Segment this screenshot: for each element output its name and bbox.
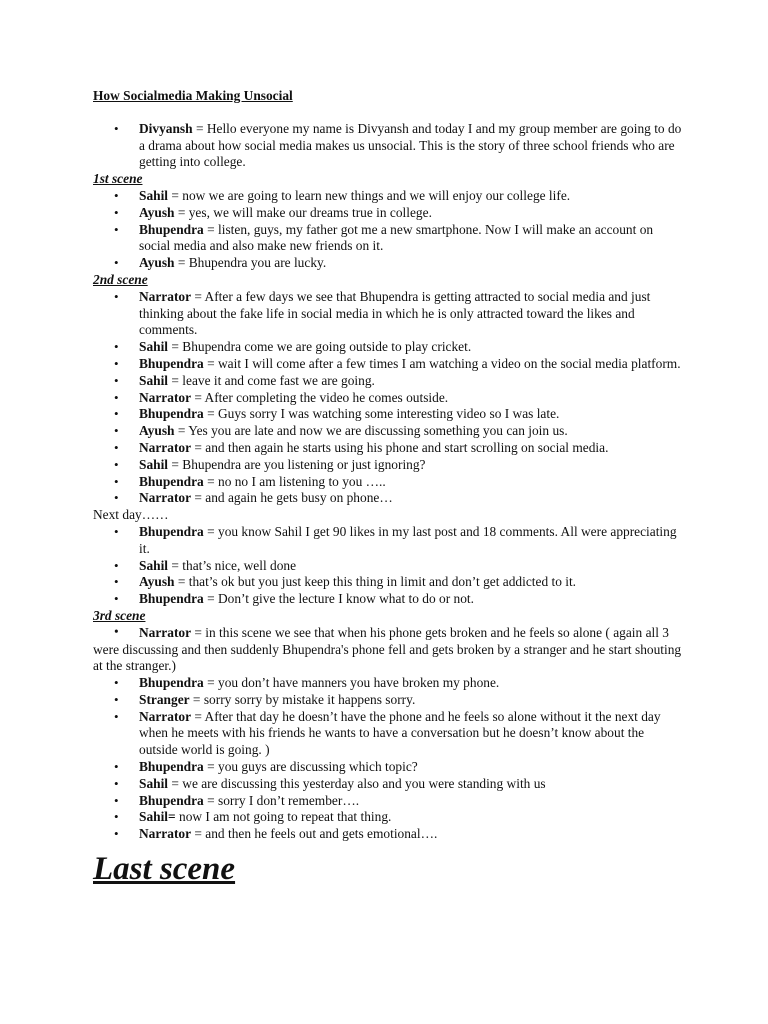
speaker-name: Bhupendra xyxy=(139,792,204,808)
speaker-name: Narrator xyxy=(139,826,192,842)
dialogue-text: = we are discussing this yesterday also and you were standing with us xyxy=(168,775,546,791)
last-scene-heading: Last scene xyxy=(93,851,236,888)
scene-heading-3: 3rd scene xyxy=(93,607,146,623)
speaker-name: Bhupendra xyxy=(139,759,204,775)
speaker-name: Narrator xyxy=(139,439,192,455)
speaker-name: Sahil xyxy=(139,557,169,573)
dialogue-text: = yes, we will make our dreams true in college. xyxy=(174,204,432,220)
dialogue-text: = and then again he starts using his phone and start scrolling on social media. xyxy=(191,439,609,455)
speaker-name: Ayush xyxy=(139,423,175,439)
dialogue-text: = After that day he doesn’t have the phone and he feels so alone without it the next day when he meets with his friends he wants to have a conversation but he doesn’t know about the outside world is going. ) xyxy=(139,708,661,758)
scene-heading-2: 2nd scene xyxy=(93,271,148,287)
dialogue-text: = now we are going to learn new things and we will enjoy our college life. xyxy=(168,187,571,203)
document-page xyxy=(93,88,683,889)
dialogue-line xyxy=(93,423,683,440)
speaker-name: Bhupendra xyxy=(139,591,204,607)
dialogue-line xyxy=(93,339,683,356)
speaker-name: Sahil xyxy=(139,187,169,203)
speaker-name: Sahil xyxy=(139,372,169,388)
dialogue-line xyxy=(93,390,683,407)
dialogue-line xyxy=(93,759,683,776)
dialogue-line xyxy=(93,490,683,507)
speaker-name: Bhupendra xyxy=(139,523,204,539)
speaker-name: Bhupendra xyxy=(139,355,204,371)
speaker-name: Bhupendra xyxy=(139,406,204,422)
dialogue-line xyxy=(93,474,683,491)
speaker-name: Narrator xyxy=(139,624,192,640)
speaker-name: Sahil xyxy=(139,456,169,472)
dialogue-text: now I am not going to repeat that thing. xyxy=(175,809,392,825)
dialogue-line xyxy=(93,793,683,810)
dialogue-text: = no no I am listening to you ….. xyxy=(203,473,386,489)
scene-heading-1: 1st scene xyxy=(93,171,143,187)
dialogue-line xyxy=(93,709,683,759)
dialogue-text: = you guys are discussing which topic? xyxy=(203,759,418,775)
dialogue-line xyxy=(93,457,683,474)
dialogue-text: = that’s nice, well done xyxy=(168,557,297,573)
dialogue-text: = and again he gets busy on phone… xyxy=(191,490,393,506)
dialogue-text: = leave it and come fast we are going. xyxy=(168,372,375,388)
dialogue-text: = Hello everyone my name is Divyansh and today I and my group member are going to do a drama about how social media makes us unsocial. This is the story of three school friends who are getting into college. xyxy=(139,120,682,170)
dialogue-text: = sorry sorry by mistake it happens sorry. xyxy=(189,691,416,707)
document-title: How Socialmedia Making Unsocial xyxy=(93,88,293,103)
dialogue-line xyxy=(93,692,683,709)
dialogue-text: = Yes you are late and now we are discussing something you can join us. xyxy=(174,423,568,439)
dialogue-text: = Bhupendra come we are going outside to play cricket. xyxy=(168,339,472,355)
speaker-name: Narrator xyxy=(139,708,192,724)
scene-2-next-day-lines xyxy=(93,524,683,608)
speaker-name: Ayush xyxy=(139,255,175,271)
dialogue-text: = Bhupendra you are lucky. xyxy=(174,255,327,271)
dialogue-line xyxy=(93,406,683,423)
dialogue-text: = After a few days we see that Bhupendra is getting attracted to social media and just thinking about the fake life in social media in which he is only attracted toward the likes and comments. xyxy=(139,288,651,338)
dialogue-line xyxy=(93,289,683,339)
dialogue-line xyxy=(93,675,683,692)
dialogue-text: = and then he feels out and gets emotional…. xyxy=(191,826,438,842)
speaker-name: Narrator xyxy=(139,389,192,405)
dialogue-line xyxy=(93,188,683,205)
scene-1-lines xyxy=(93,188,683,272)
dialogue-text: = that’s ok but you just keep this thing in limit and don’t get addicted to it. xyxy=(174,574,577,590)
dialogue-text: = Guys sorry I was watching some interesting video so I was late. xyxy=(203,406,560,422)
scene-3-lines xyxy=(93,675,683,843)
dialogue-text: = wait I will come after a few times I am watching a video on the social media platform. xyxy=(203,355,681,371)
speaker-name: Sahil xyxy=(139,775,169,791)
speaker-name: Sahil xyxy=(139,339,169,355)
intro-list xyxy=(93,121,683,171)
dialogue-line xyxy=(93,524,683,558)
scene-2-lines xyxy=(93,289,683,507)
speaker-name: Bhupendra xyxy=(139,473,204,489)
speaker-name: Stranger xyxy=(139,691,190,707)
dialogue-line xyxy=(93,776,683,793)
dialogue-line xyxy=(93,222,683,256)
dialogue-line xyxy=(93,440,683,457)
speaker-name: Ayush xyxy=(139,204,175,220)
speaker-name: Divyansh xyxy=(139,120,193,136)
dialogue-line xyxy=(93,121,683,171)
speaker-name: Sahil= xyxy=(139,809,176,825)
dialogue-text: = After completing the video he comes outside. xyxy=(191,389,449,405)
dialogue-text: = Bhupendra are you listening or just ignoring? xyxy=(168,456,426,472)
dialogue-line xyxy=(93,809,683,826)
dialogue-line xyxy=(93,255,683,272)
scene-3-narration xyxy=(93,625,683,675)
dialogue-text: = sorry I don’t remember…. xyxy=(203,792,360,808)
speaker-name: Bhupendra xyxy=(139,221,204,237)
dialogue-line xyxy=(93,574,683,591)
dialogue-text: = listen, guys, my father got me a new smartphone. Now I will make an account on social media and also make new friends on it. xyxy=(139,221,654,254)
dialogue-line xyxy=(93,826,683,843)
dialogue-text: = in this scene we see that when his phone gets broken and he feels so alone ( again all 3 were discussing and then suddenly Bhupendra's phone fell and gets broken by a stranger and he start shouting at the stranger.) xyxy=(93,624,682,674)
dialogue-line xyxy=(93,373,683,390)
dialogue-line xyxy=(93,356,683,373)
speaker-name: Bhupendra xyxy=(139,675,204,691)
bullet-icon: • xyxy=(114,623,119,639)
dialogue-line xyxy=(93,591,683,608)
speaker-name: Ayush xyxy=(139,574,175,590)
dialogue-line xyxy=(93,205,683,222)
dialogue-line xyxy=(93,558,683,575)
speaker-name: Narrator xyxy=(139,490,192,506)
dialogue-text: = you know Sahil I get 90 likes in my last post and 18 comments. All were appreciating it. xyxy=(139,523,677,556)
dialogue-text: = Don’t give the lecture I know what to do or not. xyxy=(203,591,474,607)
dialogue-text: = you don’t have manners you have broken my phone. xyxy=(203,675,500,691)
next-day-label: Next day…… xyxy=(93,507,169,523)
speaker-name: Narrator xyxy=(139,288,192,304)
